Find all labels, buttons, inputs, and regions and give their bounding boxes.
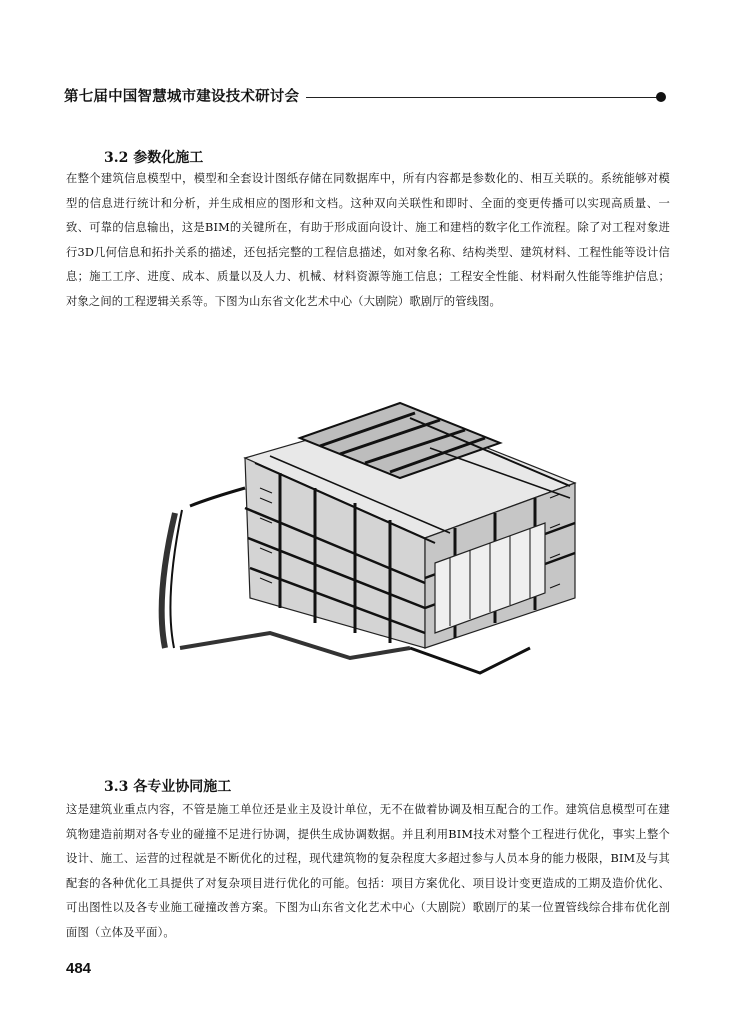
section-body-3-3: 这是建筑业重点内容，不管是施工单位还是业主及设计单位，无不在做着协调及相互配合的工作。建筑信息模型可在建筑物建造前期对各专业的碰撞不足进行协调，提供生成协调数据。并且利用BIM技术对整个工程进行优化，事实上整个设计、施工、运营的过程就是不断优化的过程，现代建筑物的复杂程度大多超过参与人员本身的能力极限，BIM及与其配套的各种优化工具提供了对复杂项目进行优化的可能。包括：项目方案优化、项目设计变更造成的工期及造价优化、可出图性以及各专业施工碰撞改善方案。下图为山东省文化艺术中心（大剧院）歌剧厅的某一位置管线综合排布优化剖面图（立体及平面）。 (66, 803, 670, 939)
section-heading-3-2: 3.2 参数化施工 (104, 150, 204, 166)
header-rule (306, 97, 658, 98)
bim-pipeline-figure (150, 398, 586, 702)
pipeline-3d-illustration (150, 398, 586, 702)
page-number: 484 (66, 960, 92, 977)
header-title: 第七届中国智慧城市建设技术研讨会 (64, 86, 305, 108)
running-header (64, 86, 668, 110)
header-dot-icon (656, 92, 666, 102)
section-heading-3-3: 3.3 各专业协同施工 (104, 779, 232, 795)
section-body-3-2: 在整个建筑信息模型中，模型和全套设计图纸存储在同数据库中，所有内容都是参数化的、相互关联的。系统能够对模型的信息进行统计和分析，并生成相应的图形和文档。这种双向关联性和即时、全面的变更传播可以实现高质量、一致、可靠的信息输出，这是BIM的关键所在，有助于形成面向设计、施工和建档的数字化工作流程。除了对工程对象进行3D几何信息和拓扑关系的描述，还包括完整的工程信息描述，如对象名称、结构类型、建筑材料、工程性能等设计信息；施工工序、进度、成本、质量以及人力、机械、材料资源等施工信息；工程安全性能、材料耐久性能等维护信息；对象之间的工程逻辑关系等。下图为山东省文化艺术中心（大剧院）歌剧厅的管线图。 (66, 172, 670, 308)
